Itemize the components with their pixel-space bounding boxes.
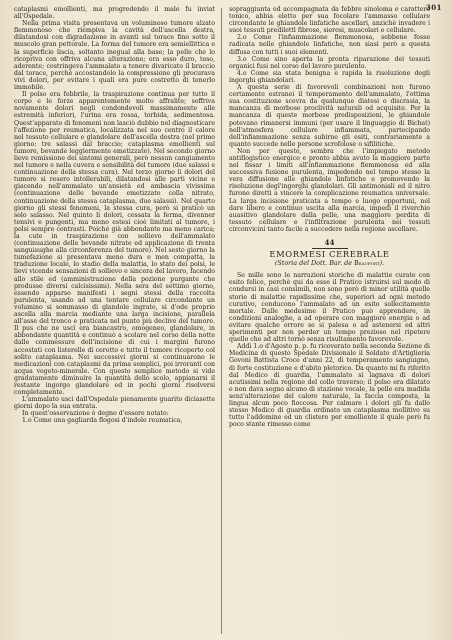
credit-author: Beaufort: [354, 259, 380, 268]
paragraph: 1.o Come una gagliarda flogosi d'indole reumatica,: [22, 417, 183, 425]
paragraph: Addì 1.o d'Agosto p. p. fu ricoverato nella seconda Sezione di Medicina di questo Spedale Divisionale il Soldato d'Artiglieria Govoni Battista Croce d'anni 22, di temperamento sanguigno, di forte costituzione e d'abito pletorico. Da quanto mi fu riferito dal Medico di guardia, l'ammalato si lagnava di dolori acutissimi nella regione del collo traverso; il polso era dilatato e non dava segno alcuno di stazione vocale, la pelle era madida senz'alterazione del calore naturale, la faccia composta, la lingua alcun poco fioccosa. Per calmare i dolori gli fu dallo stesso Medico di guardia ordinato un cataplasma mollitivo su tutto l'addomine ed un clistere per emolliente il quale però fu poco stante rimesso come: [229, 343, 430, 429]
paragraph: A questa serie di favorevoli combinazioni non furono certamente estranei il temperamento dell'ammalato, l'ottima sua costituzione scevra da qualunque diatesi o discrasia, la mancanza di morbose proclività naturali od acquisite. Per la mancanza di queste morbose predisposizioni, le ghiandole potevano rimanersi immuni (per usare il linguaggio di Bichat) nell'atmosfera cellulare infiammata, partecipando dell'infiammazione senza subirne gli esiti, contrariamente a quanto succede nelle persone scrofolose o sifilitiche.: [229, 84, 430, 148]
paragraph: cataplasmi emollienti, ma progredendo il male fu inviat all'Ospedale.: [14, 6, 215, 21]
paragraph: 3.o Come sino aperta la pronta riparazione dei tessuti organici fusi nel corso del lavoro purulento.: [229, 55, 430, 70]
column-divider: [221, 8, 222, 634]
page-number: 301: [425, 3, 442, 12]
section-title: EMORMESI CEREBRALE: [269, 249, 390, 260]
paragraph: L'ammalato uscì dall'Ospedale pienamente guarito diciasette giorni dopo la sua entrata.: [14, 396, 215, 411]
credit-prefix: (Storia del Dott. Bar. de: [274, 259, 355, 268]
paragraph: In quest'osservazione è degno d'essere notato:: [22, 410, 169, 418]
paragraph: 2.o Come l'infiammazione flemmonosa, sebbene fosse radicata nelle ghiandole linfatiche, non siasi però a questa diffusa con tutti i suoi elementi.: [229, 34, 430, 56]
right-column: [229, 6, 430, 428]
paragraph: Il polso era febbrile, la traspirazione continua per tutto il corpo e le forze apparentemente molto affralite; soffriva novamente dolori negli condondevoli massimamente alle estremità inferiori, l'urina era rossa, torbida, sedimentosa. Quest'apparato di fenomeni non lasciò dubbio nel diagnosticare l'affezione per reumatica, localizzata nel suo centro il calore nel tessuto cellulare e glandolare dell'ascella destra (nel primo giorno: tre salassi dal braccio; cataplasma emollienti sul tumore, bevande leggiermente emetizzate). Nel secondo giorno lieve remissione dei sintomi generali, però nessun cangiamento nel tumore e nella cuvera e sensibilità del tumore (due salassi e continuazione della stessa cura). Nel terzo giorno li dolori del tumore si resero intollerabili, dilatandosi alle parti vicine e giacendo nell'ammalato un'ansietà ed ambascia vivissima (continuazione delle bevande emetizzate colla nitrato, continuazione della stessa cataplasma, due salassi). Nel quarto giorno gli stessi fenomeni, la stessa cura, però si praticò un solo salasso. Nel quinto li dolori, cessata la ferma, divenner tensivi e pungenti, ma meno estesi cioè limitati al tumore, i polsi sempre contrasti. Poiché già abbondante ma meno carica; la cute in traspirazione con sollievo dell'ammalato (continuazione delle bevande nitrate ed applicazione di trenta sanguisughe alla circonferenza del tumore). Nel sesto giorno la tumefazione si presentava meno dura e men compatta, la traduzione locale, lo stadio della malattia, lo stato dei polsi, le lievi vicende sensazioni di sollievo e sincera del lavoro, facendo allo stile ed (amministrazione della pozione purgante che produsse diversi calcisissimi). Nella sera del settimo giorno, essendo apparso manifesti i segni stessi della raccolta purulenta, usando ad una tentare cellulare circondante un volumino si sommasso di glandole ingrate, si d'ode proprio ascella alla marcia mediante una larga incisione, parallela all'asse del tronco e praticata nel punto più declive del tumore. Il pus che ne uscì era biancastro, omogeneo, glandolare, in abbondante quantità e continuò a scolare nel corso della notte dalle commessure dell'incisione di cui i margini furono accostati con listerelle di cerotto e tutto il tumore ricoperto col solito cataplasma. Nei successivi giorni si continuarono le medicazioni con cataplasmi da prima semplici, poi irroranti con acqua vegeto-minerale. Con questo semplice metodo si vide gradatamente diminuire la quantità dello scolo, appianarsi il restante ingorgo glandolare ed in pochi giorni risolversi completamente.: [14, 91, 215, 397]
paragraph: Nella prima visita presentava un voluminoso tumore alzato flemmonoso che riempiva la cavità dell'ascella destra, dilatandosi con digradazione in avanti sul torace fino sotto il muscolo gran pettorale. La forma del tumore era semiellittica e la superficie liscia, soltanto inegual alla base; la pelle che lo ricopriva con offriva alcuna alterazione; era esso duro, teso, aderente; costringeva l'ammalato a tenere divaricato il braccio dal torace, perchè accostandolo la compressione gli procurava vivi dolori, per evitare i quali era pure costretto di tenerlo immobile.: [14, 20, 215, 92]
section-number: 44: [324, 238, 335, 247]
left-column: [14, 6, 215, 425]
credit-suffix: ).: [379, 259, 385, 268]
paragraph: Non per questo, sembra che l'impiegato metodo antiflogistico energico e pronto abbia avuto la maggiore parte nel fissar i limiti all'infiammazione flemmonosa ed alla successiva fusione purulenta, impedendo nel tempo stesso la vera diffusione alle ghiandole linfatiche e promovendo la risoluzione degl'ingorghi glandolari. Gli antimoniali ed il nitro furono diretti a vincere la complicazione reumatica universale. La larga incisione praticata a tempo e luogo opportuni, nel dare libero e continuo uscita alla marcia, impedì il riverchio auasitivo glandolare dalla pelle, una maggiore perdita di tessuto cellulare e l'infiltrazione purulenta nei tessuti circonvicini tanto facile a succedere nella regione ascellare.: [229, 147, 430, 233]
paragraph: 4.o Come sia stata benigna e rapida la risoluzione degli ingorghi ghiandolari.: [229, 69, 430, 84]
paragraph: Se mille sono le narrazioni storiche di malattie curate con esito felice, perchè qui da esse il Pratico istruirsi sul modo di condursi in casi consimili, non sono però di minor utilità quelle storie di malattie rapidissime che, superiori ad ogni metodo curativo, conducono l'ammalato ad un esito sollecitamente mortale. Dalle medesime il Pratico può apprendere, in condizioni analoghe, a ad operare con maggiore energia o ad evitare qualche errore se si palesa o ad astenersi ed altri sperimenti per non perder un tempo prezioso nel ripetere quello che ad altri tornò senza risultamento favorevole.: [229, 272, 430, 344]
paragraph: sopraggiunta ed accompagnata da febbre sinoloma e carattere tonico, abbia eletto per sua focolare l'ammasso cellulare circondante le ghiandole linfatiche ascellari, anzichè invadere i suoi tessuti predilettl fibrose, sierosi, muscolari e cellulare.: [229, 6, 430, 35]
section-credit: [229, 260, 430, 267]
